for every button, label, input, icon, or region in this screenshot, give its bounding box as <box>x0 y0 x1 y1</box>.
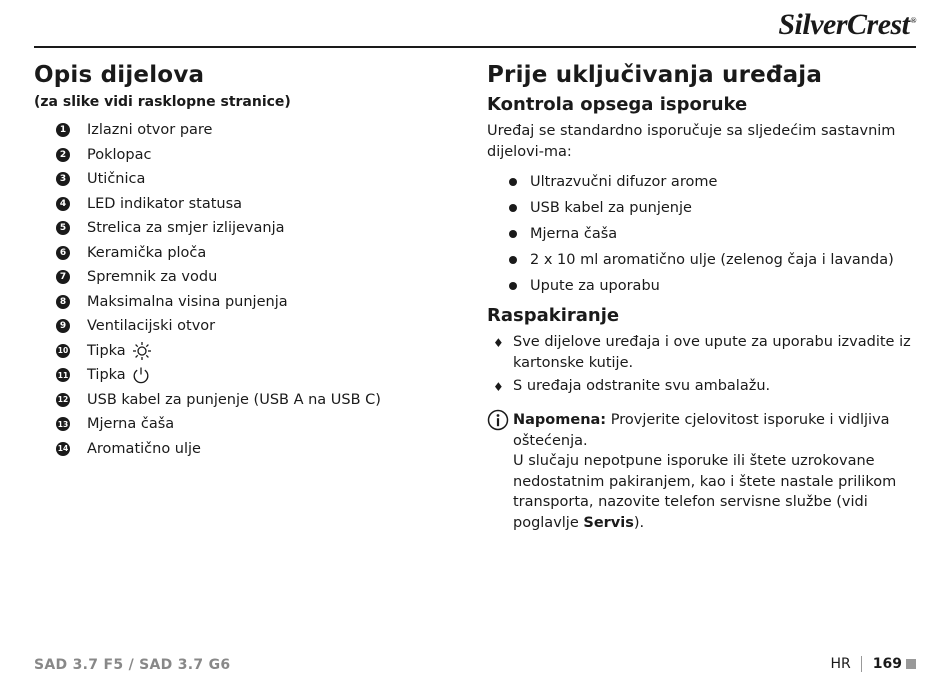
section-heading-delivery: Kontrola opsega isporuke <box>487 94 748 115</box>
part-item <box>56 363 454 388</box>
unpacking-step-text: S uređaja odstranite svu ambalažu. <box>513 378 771 394</box>
page-marker-square <box>906 659 916 669</box>
part-item <box>56 216 454 241</box>
part-number-badge: 3 <box>56 172 70 186</box>
delivery-intro: Uređaj se standardno isporučuje sa sljedećim sastavnim dijelovi-ma: <box>487 123 896 160</box>
part-label: Strelica za smjer izlijevanja <box>87 220 285 237</box>
part-item <box>56 192 454 217</box>
bullet-dot-icon <box>509 230 517 238</box>
part-item <box>56 241 454 266</box>
part-label: USB kabel za punjenje (USB A na USB C) <box>87 391 381 408</box>
part-label: Keramička ploča <box>87 244 207 261</box>
part-number-badge: 11 <box>56 368 70 382</box>
part-number-badge: 7 <box>56 270 70 284</box>
part-label: Ventilacijski otvor <box>87 318 216 335</box>
part-label: Tipka <box>87 342 126 359</box>
page-title-left: Opis dijelova <box>34 62 205 88</box>
part-number-badge: 14 <box>56 442 70 456</box>
part-item <box>56 265 454 290</box>
part-number-badge: 8 <box>56 295 70 309</box>
footer-language: HR <box>830 656 851 672</box>
light-icon <box>132 341 152 361</box>
part-item <box>56 339 454 364</box>
delivery-item-label: Mjerna čaša <box>530 226 618 242</box>
part-label: Spremnik za vodu <box>87 269 218 286</box>
part-number-badge: 5 <box>56 221 70 235</box>
note-text <box>513 410 927 533</box>
part-number-badge: 9 <box>56 319 70 333</box>
part-label: Maksimalna visina punjenja <box>87 293 288 310</box>
subtitle: (za slike vidi rasklopne stranice) <box>34 94 291 110</box>
part-item <box>56 388 454 413</box>
part-item <box>56 412 454 437</box>
part-number-badge: 13 <box>56 417 70 431</box>
info-icon <box>487 409 509 431</box>
bullet-dot-icon <box>509 178 517 186</box>
delivery-item <box>509 221 927 247</box>
part-number-badge: 1 <box>56 123 70 137</box>
power-icon <box>132 366 150 384</box>
part-label: Aromatično ulje <box>87 440 201 457</box>
part-item <box>56 118 454 143</box>
footer-pagination <box>831 656 917 672</box>
diamond-bullet-icon: ♦ <box>493 336 504 350</box>
note-text-1: Provjerite cjelovitost isporuke i vidljiva oštećenja. <box>513 412 890 449</box>
delivery-item <box>509 195 927 221</box>
delivery-item-label: 2 x 10 ml aromatično ulje (zelenog čaja i lavanda) <box>530 252 894 268</box>
part-label: Mjerna čaša <box>87 416 175 433</box>
diamond-bullet-icon: ♦ <box>493 380 504 394</box>
delivery-item <box>509 169 927 195</box>
footer-separator <box>861 656 862 672</box>
part-number-badge: 2 <box>56 148 70 162</box>
part-number-badge: 4 <box>56 197 70 211</box>
part-number-badge: 6 <box>56 246 70 260</box>
unpacking-step <box>493 332 927 374</box>
part-item <box>56 143 454 168</box>
brand-logo: SilverCrest® <box>778 8 916 41</box>
part-label: Tipka <box>87 367 126 384</box>
part-label: LED indikator statusa <box>87 195 243 212</box>
part-item <box>56 290 454 315</box>
note-label: Napomena: <box>513 412 607 428</box>
part-label: Poklopac <box>87 146 152 163</box>
parts-list <box>34 118 454 461</box>
note-text-2: U slučaju nepotpune isporuke ili štete uzrokovane nedostatnim pakiranjem, kao i štete nastale prilikom transporta, nazovite telefon servisne službe (vidi poglavlje <box>513 453 897 531</box>
unpacking-step-text: Sve dijelove uređaja i ove upute za uporabu izvadite iz kartonske kutije. <box>513 334 911 371</box>
part-item <box>56 167 454 192</box>
parts-description-column <box>34 62 454 461</box>
part-item <box>56 314 454 339</box>
unpacking-steps <box>487 332 927 398</box>
bullet-dot-icon <box>509 204 517 212</box>
note-service-ref: Servis <box>583 514 634 531</box>
delivery-item-label: Ultrazvučni difuzor arome <box>530 174 718 190</box>
note-block <box>487 410 927 533</box>
delivery-list <box>487 169 927 299</box>
delivery-item-label: Upute za uporabu <box>530 278 660 294</box>
delivery-item-label: USB kabel za punjenje <box>530 200 692 216</box>
delivery-item <box>509 247 927 273</box>
part-number-badge: 12 <box>56 393 70 407</box>
header-rule <box>34 46 916 48</box>
page-title-right: Prije uključivanja uređaja <box>487 62 823 88</box>
part-number-badge: 10 <box>56 344 70 358</box>
part-label: Izlazni otvor pare <box>87 122 213 139</box>
before-use-column <box>487 62 927 533</box>
section-heading-unpacking: Raspakiranje <box>487 305 620 326</box>
part-label: Utičnica <box>87 171 146 188</box>
bullet-dot-icon <box>509 282 517 290</box>
note-text-3: ). <box>633 514 645 531</box>
part-item <box>56 437 454 462</box>
footer-model: SAD 3.7 F5 / SAD 3.7 G6 <box>34 657 231 673</box>
unpacking-step <box>493 376 927 398</box>
page-number: 169 <box>872 656 902 672</box>
delivery-item <box>509 273 927 299</box>
bullet-dot-icon <box>509 256 517 264</box>
